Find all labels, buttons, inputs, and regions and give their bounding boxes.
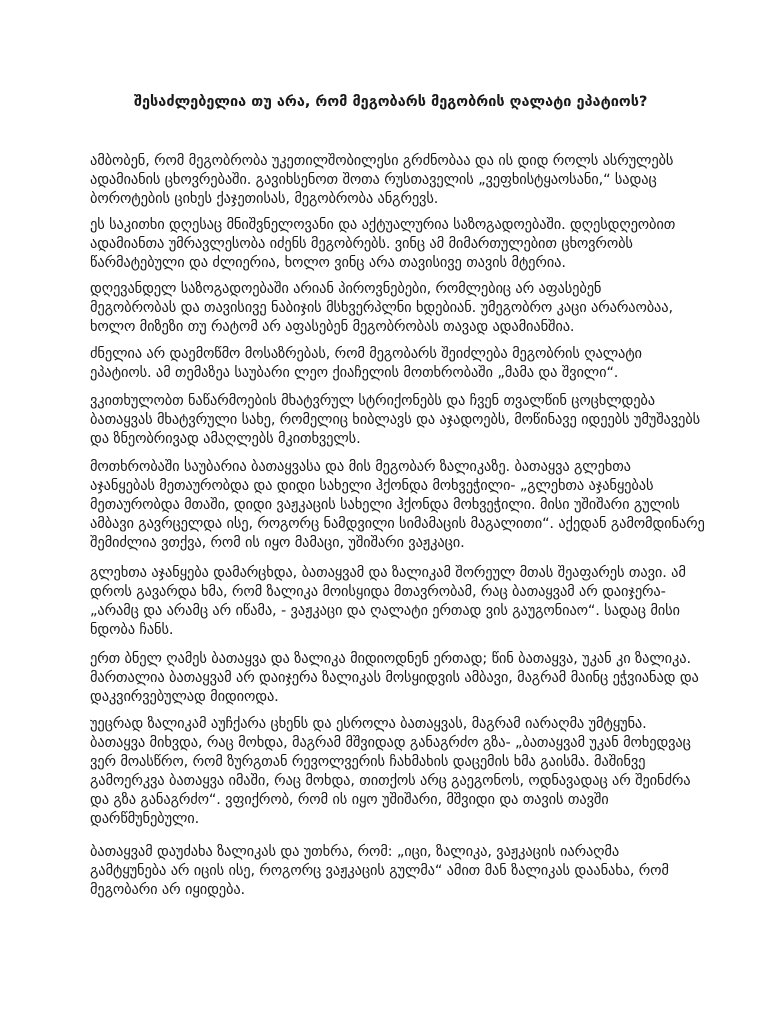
paragraph-line: ბათაყვას მხატვრული სახე, რომელიც ხიბლავს და აჯადოებს, მოწინავე იდეებს უმუშავებს (90, 412, 701, 428)
paragraph-line: ამბობენ, რომ მეგობრობა უკეთილშობილესი გრძნობაა და ის დიდ როლს ასრულებს (90, 153, 674, 169)
paragraph-line: ვკითხულობთ ნაწარმოების მხატვრულ სტრიქონებს და ჩვენ თვალწინ ცოცხლდება (90, 393, 656, 409)
paragraph-line: გლეხთა აჯანყება დამარცხდა, ბათაყვამ და ზალიკამ შორეულ მთას შეაფარეს თავი. ამ (90, 565, 686, 581)
paragraph-line: ეს საკითხი დღესაც მნიშვნელოვანი და აქტუალურია საზოგადოებაში. დღესდღეობით (90, 217, 676, 233)
paragraph-line: ამბავი გავრცელდა ისე, როგორც ნამდვილი სიმამაცის მაგალითი“. აქედან გამომდინარე (90, 516, 705, 532)
paragraph-line: ვერ მოასწრო, რომ ზურგთან რევოლვერის ჩახმახის დაცემის ხმა გაისმა. მაშინვე (90, 754, 646, 770)
paragraph-line: მეთაურობდა მთაში, დიდი ვაჟკაცის სახელი ჰქონდა მოხვეჭილი. მისი უშიშარი გულის (90, 497, 680, 513)
paragraph-line: ძნელია არ დაემოწმო მოსაზრებას, რომ მეგობარს შეიძლება მეგობრის ღალატი (90, 346, 642, 362)
paragraph-line: ადამიანის ცხოვრებაში. გავიხსენოთ შოთა რუსთაველის „ვეფხისტყაოსანი,“ სადაც (90, 172, 657, 188)
paragraph (90, 715, 690, 829)
paragraph (90, 345, 690, 383)
paragraph (90, 564, 690, 640)
paragraph-line: მეგობარი არ იყიდება. (90, 882, 246, 898)
paragraph (90, 458, 705, 553)
paragraph-line: დროს გავარდა ხმა, რომ ზალიკა მოისყიდა მთავრობამ, რაც ბათაყვამ არ დაიჯერა- (90, 584, 666, 600)
paragraph-line: მართალია ბათაყვამ არ დაიჯერა ზალიკას მოსყიდვის ამბავი, მაგრამ მაინც ეჭვიანად და (90, 670, 699, 686)
paragraph-line: დაკვირვებულად მიდიოდა. (90, 689, 279, 705)
paragraph-line: უეცრად ზალიკამ აუჩქარა ცხენს და ესროლა ბათაყვას, მაგრამ იარაღმა უმტყუნა. (90, 716, 647, 732)
paragraph-line: აჯანყებას მეთაურობდა და დიდი სახელი ჰქონდა მოხვეჭილი- „გლეხთა აჯანყებას (90, 478, 654, 494)
paragraph (90, 216, 690, 273)
paragraph-line: დარწმუნებული. (90, 811, 200, 827)
paragraph-line: გამტყუნება არ იცის ისე, როგორც ვაჟკაცის გულმა“ ამით მან ზალიკას დაანახა, რომ (90, 863, 669, 879)
paragraph-line: და ზნეობრივად ამაღლებს მკითხველს. (90, 431, 361, 447)
paragraph (90, 392, 701, 449)
paragraph-line: შემიძლია ვთქვა, რომ ის იყო მამაცი, უშიშარი ვაჟკაცი. (90, 535, 465, 551)
paragraph-line: წარმატებული და ძლიერია, ხოლო ვინც არა თავისივე თავის მტერია. (90, 255, 566, 271)
document-title: შესაძლებელია თუ არა, რომ მეგობარს მეგობრის ღალატი ეპატიოს? (134, 94, 648, 110)
paragraph (90, 152, 690, 209)
paragraph-line: ნდობა ჩანს. (90, 622, 174, 638)
paragraph (90, 280, 690, 337)
paragraph-line: ეპატიოს. ამ თემაზეა საუბარი ლეო ქიაჩელის მოთხრობაში „მამა და შვილი“. (90, 365, 619, 381)
paragraph-line: ბოროტების ციხეს ქაჯეთისას, მეგობრობა ანგრევს. (90, 191, 439, 207)
paragraph-line: ბათაყვა მიხვდა, რაც მოხდა, მაგრამ მშვიდად განაგრძო გზა- „ბათაყვამ უკან მოხედვაც (90, 735, 691, 751)
paragraph-line: მეგობრობას და თავისივე ნაბიჯის მსხვერპლნი ხდებიან. უმეგობრო კაცი არარაობაა, (90, 300, 673, 316)
paragraph-line: დღევანდელ საზოგადოებაში არიან პიროვნებები, რომლებიც არ აფასებენ (90, 281, 602, 297)
paragraph-line: მოთხრობაში საუბარია ბათაყვასა და მის მეგობარ ზალიკაზე. ბათაყვა გლეხთა (90, 459, 631, 475)
paragraph-line: ერთ ბნელ ღამეს ბათაყვა და ზალიკა მიდიოდნენ ერთად; წინ ბათაყვა, უკან კი ზალიკა. (90, 651, 691, 667)
paragraph-line: ადამიანთა უმრავლესობა იძენს მეგობრებს. ვინც ამ მიმართულებით ცხოვრობს (90, 236, 633, 252)
paragraph-line: „არამც და არამც არ იწამა, - ვაჟკაცი და ღალატი ერთად ვის გაუგონიაო“. სადაც მისი (90, 603, 680, 619)
paragraph (90, 843, 690, 900)
paragraph-line: ხოლო მიზეზი თუ რატომ არ აფასებენ მეგობრობას თავად ადამიანშია. (90, 319, 575, 335)
paragraph-line: და გზა განაგრძო“. ვფიქრობ, რომ ის იყო უშიშარი, მშვიდი და თავის თავში (90, 792, 609, 808)
paragraph (90, 650, 699, 707)
paragraph-line: ბათაყვამ დაუძახა ზალიკას და უთხრა, რომ: „იცი, ზალიკა, ვაჟკაცის იარაღმა (90, 844, 620, 860)
paragraph-line: გამოერკვა ბათაყვა იმაში, რაც მოხდა, თითქოს არც გაეგონოს, ოდნავადაც არ შეინძრა (90, 773, 691, 789)
